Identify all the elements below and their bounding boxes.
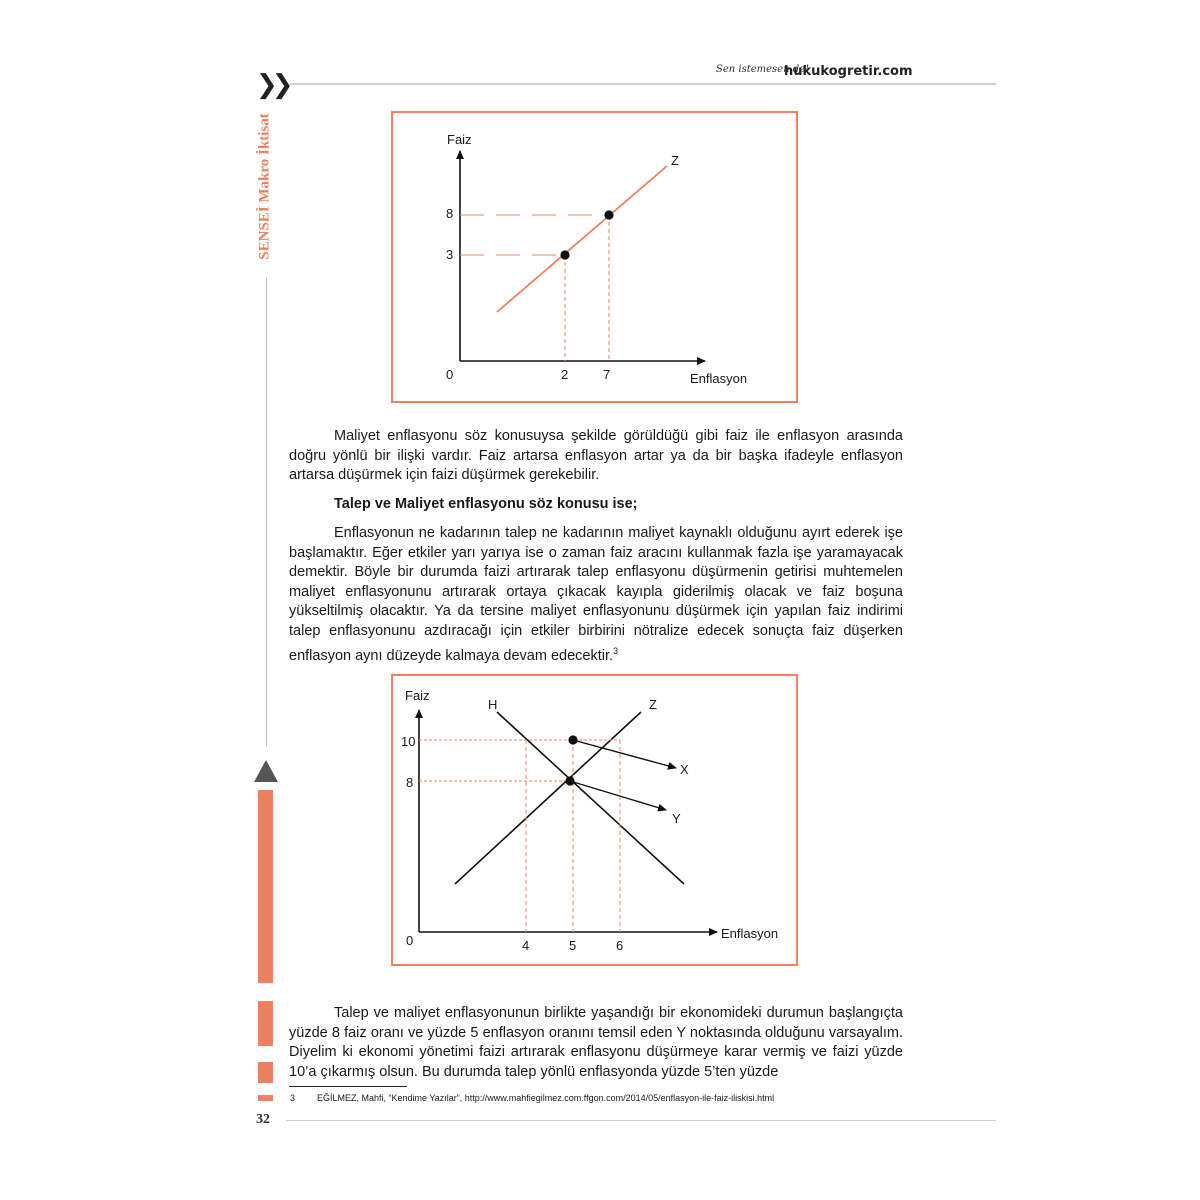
fig1-z-line bbox=[497, 166, 667, 312]
footnote-number: 3 bbox=[290, 1093, 296, 1103]
fig2-ytick-8: 8 bbox=[406, 775, 414, 790]
fig1-xtick-2: 2 bbox=[561, 367, 569, 382]
fig1-xtick-7: 7 bbox=[603, 367, 611, 382]
footnote-rule bbox=[289, 1086, 407, 1087]
paragraph-1: Maliyet enflasyonu söz konusuysa şekilde görüldüğü gibi faiz ile enflasyon arasında doğru yönlü bir ilişki vardır. Faiz artarsa enflasyon artar ya da bir başka ifadeyle enflasyon artarsa düşürmek için faizi düşürmek gerekebilir. bbox=[289, 428, 903, 484]
fig1-point-2-3 bbox=[560, 250, 569, 259]
header-site: hukukogretir.com bbox=[784, 64, 913, 79]
footnote-text: EĞİLMEZ, Mahfi, “Kendime Yazılar”, http://www.mahfiegilmez.com.ffgon.com/2014/05/enflasyon-ile-faiz-iliskisi.html bbox=[317, 1093, 775, 1103]
fig2-z-line bbox=[455, 712, 641, 884]
figure-2 bbox=[391, 674, 798, 966]
fig2-x-label: Enflasyon bbox=[721, 926, 779, 941]
fig2-h-label: H bbox=[488, 697, 498, 712]
figure-1 bbox=[391, 111, 798, 403]
fig2-point-10 bbox=[568, 735, 577, 744]
footnote-ref: 3 bbox=[613, 645, 619, 656]
page-number: 32 bbox=[256, 1112, 270, 1127]
section-heading: Talep ve Maliyet enflasyonu söz konusu ise; bbox=[334, 496, 638, 512]
fig2-xtick-4: 4 bbox=[522, 938, 530, 953]
fig2-y-arrow-label: Y bbox=[672, 811, 681, 826]
side-title: SENSEİ Makro İktisat bbox=[256, 113, 273, 260]
fig2-x-arrow-label: X bbox=[680, 762, 689, 777]
paragraph-2 bbox=[289, 524, 903, 666]
fig2-arrow-x bbox=[573, 740, 676, 768]
fig2-xtick-6: 6 bbox=[616, 938, 624, 953]
paragraph-2-text: Enflasyonun ne kadarının talep ne kadarının maliyet kaynaklı olduğunu ayırt ederek işe başlamaktır. Eğer etkiler yarı yarıya ise o zaman faiz aracını kullanmak fazla işe yaramayacak demektir. Böyle bir durumda faizi artırarak talep enflasyonu düşürmenin getirisi muhtemelen maliyet enflasyonunu artırarak ortaya çıkacak kayıpla giderilmiş olacak ve faiz boşuna yükseltilmiş olacaktır. Ya da tersine maliyet enflasyonunu düşürmek için yapılan faiz indirimi talep enflasyonunu azdıracağı için etkiler birbirini nötralize edecek sonuçta faiz düşerken enflasyon aynı düzeyde kalmaya devam edecektir. bbox=[289, 525, 903, 664]
header-rule bbox=[290, 83, 996, 85]
side-bar-4 bbox=[258, 1095, 273, 1101]
fig1-point-7-8 bbox=[604, 210, 613, 219]
footer-rule bbox=[286, 1120, 996, 1121]
fig1-z-label: Z bbox=[671, 153, 679, 168]
double-chevron-icon: ❯❯ bbox=[256, 70, 288, 100]
fig1-x-label: Enflasyon bbox=[690, 371, 748, 386]
side-bar-2 bbox=[258, 1001, 273, 1046]
figure-1-graph bbox=[393, 113, 800, 405]
up-triangle-icon bbox=[254, 760, 278, 782]
side-bar-1 bbox=[258, 790, 273, 983]
fig1-origin: 0 bbox=[446, 367, 454, 382]
fig2-origin: 0 bbox=[406, 933, 414, 948]
side-bar-3 bbox=[258, 1062, 273, 1083]
fig2-z-label: Z bbox=[649, 697, 657, 712]
fig1-ytick-3: 3 bbox=[446, 247, 454, 262]
fig2-y-label: Faiz bbox=[405, 688, 430, 703]
side-divider bbox=[266, 278, 267, 746]
fig1-ytick-8: 8 bbox=[446, 206, 454, 221]
header-tagline: Sen istemesen de! bbox=[716, 64, 810, 75]
fig2-arrow-y bbox=[570, 781, 666, 810]
figure-2-graph bbox=[393, 676, 800, 968]
fig2-point-8 bbox=[565, 776, 574, 785]
fig2-h-line bbox=[497, 712, 684, 884]
fig2-ytick-10: 10 bbox=[401, 734, 416, 749]
paragraph-3: Talep ve maliyet enflasyonunun birlikte yaşandığı bir ekonomideki durumun başlangıçta yüzde 8 faiz oranı ve yüzde 5 enflasyon oranını temsil eden Y noktasında olduğunu varsayalım. Diyelim ki ekonomi yönetimi faizi artırarak enflasyonu düşürmeye karar vermiş ve faizi yüzde 10’a çıkarmış olsun. Bu durumda talep yönlü enflasyonda yüzde 5’ten yüzde bbox=[289, 1005, 903, 1080]
fig1-y-label: Faiz bbox=[447, 132, 472, 147]
fig2-xtick-5: 5 bbox=[569, 938, 577, 953]
